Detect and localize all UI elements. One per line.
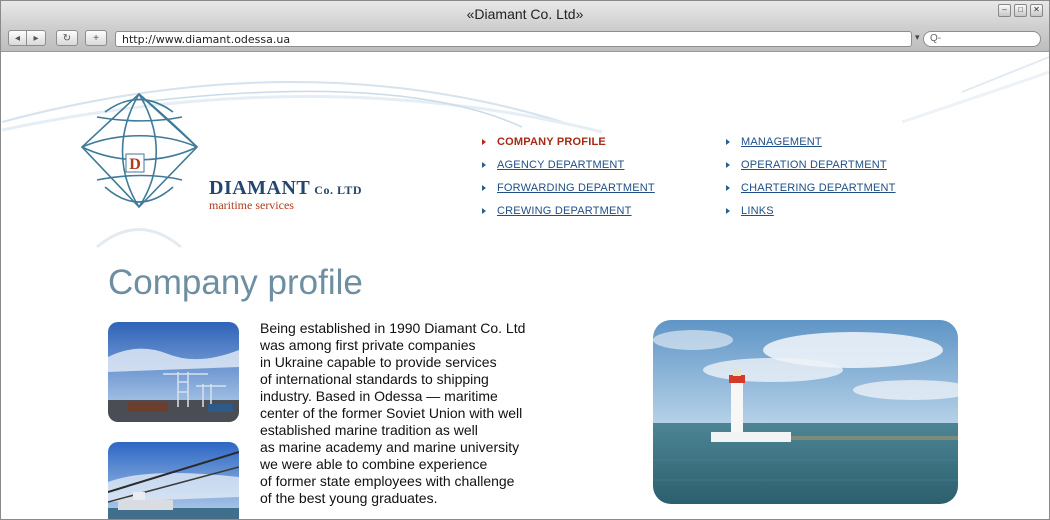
- brand-name: DIAMANT Co. LTD: [209, 177, 363, 199]
- nav-item-links[interactable]: [726, 199, 896, 222]
- bullet-icon: [726, 139, 730, 145]
- brand-tagline: maritime services: [209, 198, 294, 212]
- text-line: center of the former Soviet Union with well: [260, 405, 523, 421]
- lighthouse-photo: [653, 320, 958, 504]
- reload-button[interactable]: ↻: [56, 30, 78, 46]
- title-bar: [1, 1, 1049, 27]
- nav-link[interactable]: CHARTERING DEPARTMENT: [741, 181, 896, 194]
- text-line: we were able to combine experience: [260, 456, 488, 472]
- bullet-icon: [726, 185, 730, 191]
- nav-link[interactable]: CREWING DEPARTMENT: [497, 204, 632, 217]
- text-line: Being established in 1990 Diamant Co. Ltd: [260, 320, 526, 336]
- text-line: of the best young graduates.: [260, 490, 438, 506]
- brand-suffix: Co. LTD: [314, 183, 363, 197]
- bullet-icon: [726, 208, 730, 214]
- bullet-icon: [482, 139, 486, 145]
- back-button[interactable]: ◂: [8, 30, 27, 46]
- web-page: [2, 52, 1049, 520]
- minimize-button[interactable]: –: [998, 4, 1011, 17]
- text-line: in Ukraine capable to provide services: [260, 354, 497, 370]
- nav-item-management[interactable]: [726, 130, 896, 153]
- nav-column-2: [726, 130, 896, 222]
- brand-block: [209, 177, 362, 213]
- nav-column-1: [482, 130, 655, 222]
- add-bookmark-button[interactable]: +: [85, 30, 107, 46]
- browser-toolbar: [1, 27, 1049, 52]
- nav-link[interactable]: COMPANY PROFILE: [497, 135, 606, 148]
- search-input[interactable]: Q-: [923, 31, 1041, 47]
- logo-letter: D: [129, 156, 141, 173]
- company-description: [260, 320, 590, 507]
- close-button[interactable]: ✕: [1030, 4, 1043, 17]
- bullet-icon: [482, 162, 486, 168]
- diamant-logo-icon: [77, 92, 377, 252]
- nav-link[interactable]: FORWARDING DEPARTMENT: [497, 181, 655, 194]
- nav-link[interactable]: MANAGEMENT: [741, 135, 822, 148]
- text-line: was among first private companies: [260, 337, 476, 353]
- nav-link[interactable]: OPERATION DEPARTMENT: [741, 158, 887, 171]
- bullet-icon: [482, 208, 486, 214]
- nav-item-crewing[interactable]: [482, 199, 655, 222]
- nav-item-chartering[interactable]: [726, 176, 896, 199]
- nav-link[interactable]: AGENCY DEPARTMENT: [497, 158, 625, 171]
- maximize-button[interactable]: □: [1014, 4, 1027, 17]
- address-bar[interactable]: http://www.diamant.odessa.ua: [115, 31, 912, 47]
- nav-item-agency[interactable]: [482, 153, 655, 176]
- text-line: of former state employees with challenge: [260, 473, 515, 489]
- window-title: «Diamant Co. Ltd»: [466, 6, 584, 22]
- text-line: as marine academy and marine university: [260, 439, 520, 455]
- nav-item-forwarding[interactable]: [482, 176, 655, 199]
- nav-item-operation[interactable]: [726, 153, 896, 176]
- window-controls: [998, 4, 1043, 17]
- address-dropdown-icon[interactable]: ▾: [915, 32, 920, 42]
- text-line: industry. Based in Odessa — maritime: [260, 388, 498, 404]
- port-cranes-photo: [108, 322, 239, 422]
- forward-button[interactable]: ▸: [27, 30, 46, 46]
- bullet-icon: [726, 162, 730, 168]
- nav-link[interactable]: LINKS: [741, 204, 774, 217]
- bullet-icon: [482, 185, 486, 191]
- text-line: of international standards to shipping: [260, 371, 489, 387]
- page-title: Company profile: [108, 263, 363, 302]
- cargo-ship-photo: [108, 442, 239, 520]
- text-line: established marine tradition as well: [260, 422, 478, 438]
- history-buttons: [8, 30, 46, 46]
- nav-item-company-profile[interactable]: [482, 130, 655, 153]
